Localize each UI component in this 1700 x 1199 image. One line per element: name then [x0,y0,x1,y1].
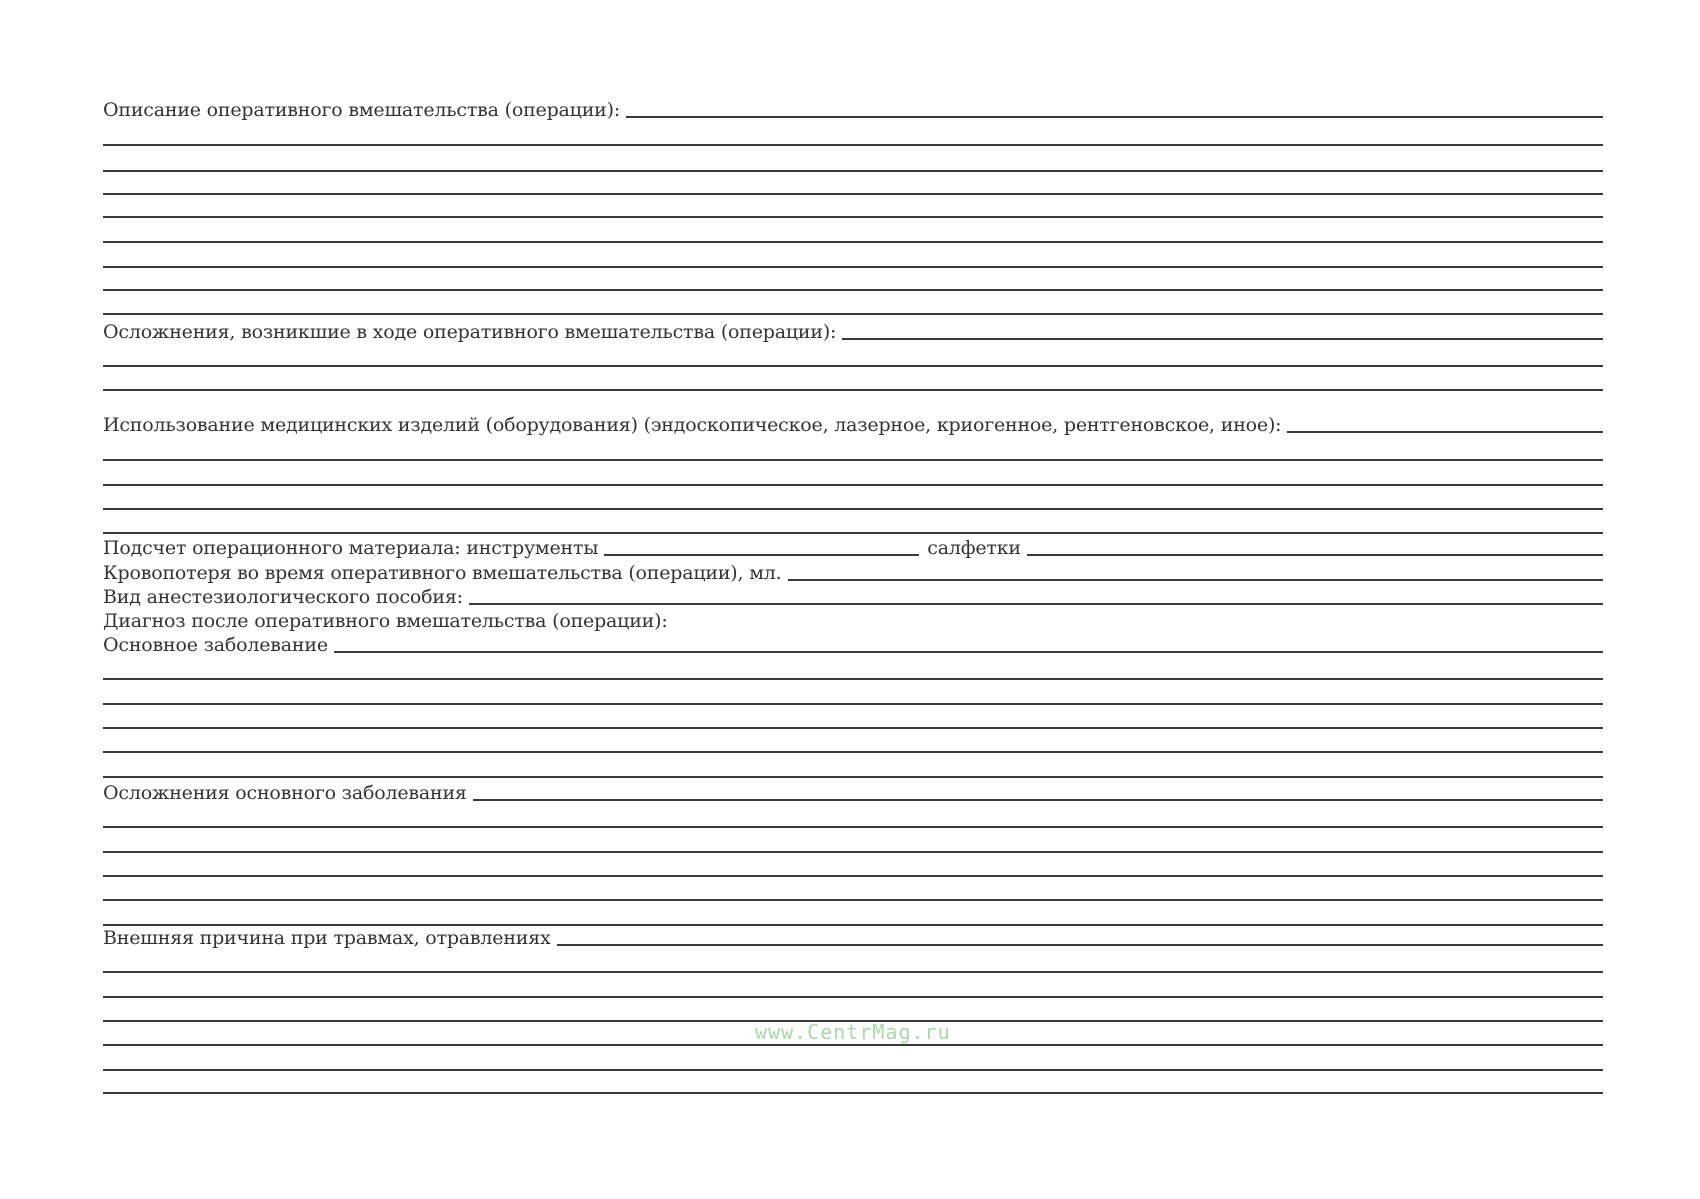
external-cause-line[interactable] [103,996,1603,998]
operation-description-line[interactable] [103,216,1603,218]
main-disease-complications-line[interactable] [103,875,1603,877]
complications-field[interactable] [842,338,1603,340]
equipment-field[interactable] [1287,431,1603,433]
main-disease-complications-row [103,783,1603,803]
external-cause-line[interactable] [103,1044,1603,1046]
operation-description-row [103,100,1603,120]
material-count-label: Подсчет операционного материала: инструменты [103,537,599,559]
blood-loss-row [103,563,1603,583]
instruments-field[interactable] [604,554,919,556]
main-disease-line[interactable] [103,751,1603,753]
blood-loss-label: Кровопотеря во время оперативного вмешательства (операции), мл. [103,562,782,584]
main-disease-label: Основное заболевание [103,634,328,656]
operation-description-field[interactable] [626,116,1603,118]
equipment-label: Использование медицинских изделий (оборудования) (эндоскопическое, лазерное, криогенное, рентгеновское, иное): [103,414,1282,436]
operation-description-line[interactable] [103,266,1603,268]
complications-line[interactable] [103,365,1603,367]
operation-description-line[interactable] [103,193,1603,195]
operation-description-line[interactable] [103,144,1603,146]
main-disease-line[interactable] [103,727,1603,729]
external-cause-field[interactable] [557,944,1603,946]
operation-description-line[interactable] [103,241,1603,243]
anesthesia-row [103,587,1603,607]
operation-description-line[interactable] [103,313,1603,315]
watermark: www.CentrMag.ru [755,1020,951,1044]
main-disease-field[interactable] [334,651,1603,653]
external-cause-row [103,928,1603,948]
external-cause-line[interactable] [103,971,1603,973]
complications-row [103,322,1603,342]
blood-loss-field[interactable] [788,579,1604,581]
external-cause-line[interactable] [103,1069,1603,1071]
operation-description-line[interactable] [103,289,1603,291]
postop-diagnosis-row [103,611,1603,631]
napkins-label: салфетки [927,537,1021,559]
material-count-row [103,538,1603,558]
equipment-line[interactable] [103,459,1603,461]
main-disease-complications-line[interactable] [103,826,1603,828]
main-disease-line[interactable] [103,703,1603,705]
anesthesia-field[interactable] [469,603,1603,605]
equipment-row [103,415,1603,435]
napkins-field[interactable] [1027,554,1603,556]
complications-line[interactable] [103,389,1603,391]
main-disease-complications-line[interactable] [103,924,1603,926]
postop-diagnosis-label: Диагноз после оперативного вмешательства (операции): [103,610,668,632]
external-cause-label: Внешняя причина при травмах, отравлениях [103,927,551,949]
main-disease-complications-field[interactable] [473,799,1603,801]
complications-label: Осложнения, возникшие в ходе оперативного вмешательства (операции): [103,321,837,343]
equipment-line[interactable] [103,484,1603,486]
external-cause-line[interactable] [103,1092,1603,1094]
equipment-line[interactable] [103,508,1603,510]
main-disease-line[interactable] [103,678,1603,680]
operation-description-label: Описание оперативного вмешательства (операции): [103,99,621,121]
main-disease-complications-line[interactable] [103,851,1603,853]
anesthesia-label: Вид анестезиологического пособия: [103,586,463,608]
main-disease-complications-label: Осложнения основного заболевания [103,782,467,804]
main-disease-row [103,635,1603,655]
equipment-line[interactable] [103,532,1603,534]
main-disease-line[interactable] [103,776,1603,778]
main-disease-complications-line[interactable] [103,899,1603,901]
operation-description-line[interactable] [103,170,1603,172]
